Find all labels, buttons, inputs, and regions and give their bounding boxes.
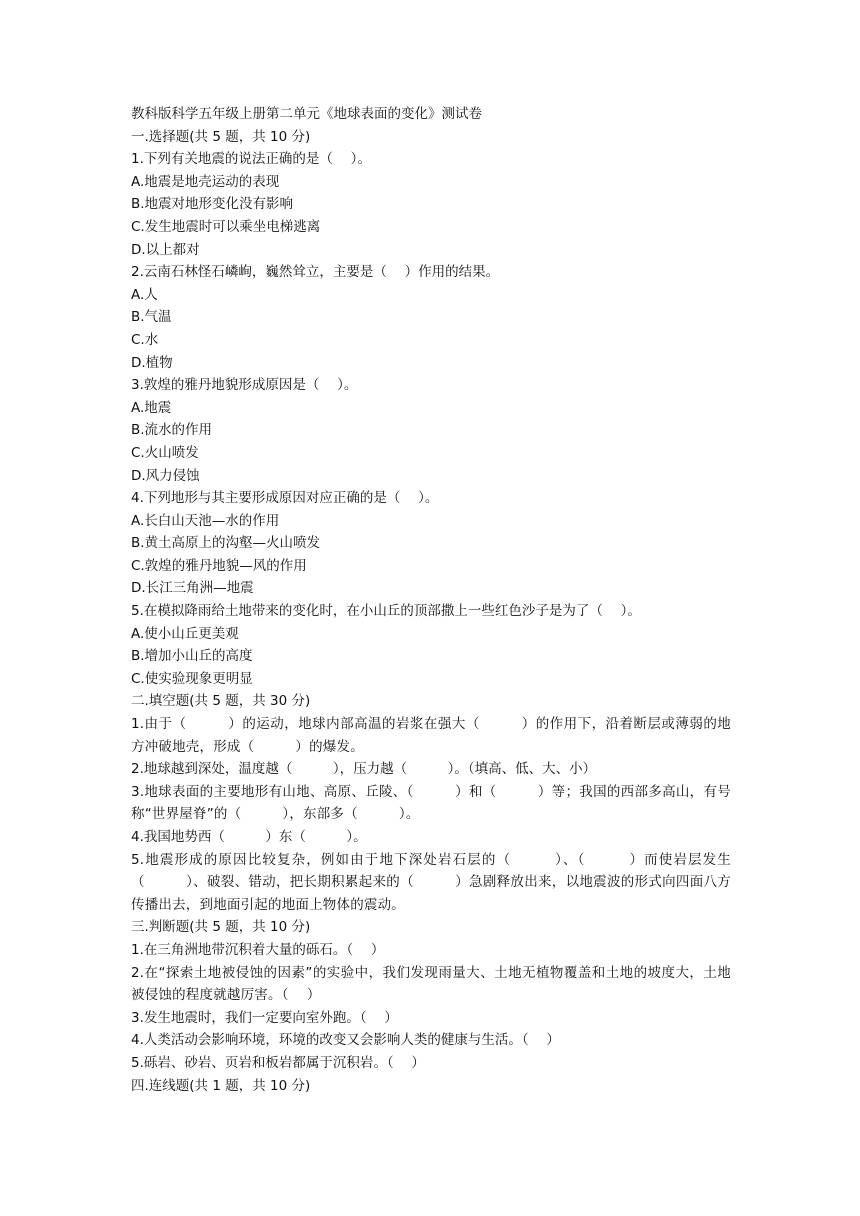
- question-line: 3.敦煌的雅丹地貌形成原因是（ ）。: [131, 377, 358, 394]
- option-line: B.增加小山丘的高度: [131, 648, 253, 665]
- section-heading-true-false: 三.判断题(共 5 题，共 10 分): [131, 919, 311, 936]
- question-line: 3.发生地震时，我们一定要向室外跑。（ ）: [131, 1009, 398, 1026]
- question-line: 1.由于（ ）的运动，地球内部高温的岩浆在强大（ ）的作用下，沿着断层或薄弱的地方冲破地壳，形成（ ）的爆发。: [131, 716, 731, 755]
- option-line: D.风力侵蚀: [131, 467, 200, 484]
- section-heading-fill-in: 二.填空题(共 5 题，共 30 分): [131, 693, 311, 710]
- option-line: C.火山喷发: [131, 444, 199, 461]
- option-line: D.长江三角洲—地震: [131, 580, 254, 597]
- option-line: A.人: [131, 286, 158, 303]
- option-line: C.使实验现象更明显: [131, 670, 253, 687]
- option-line: A.使小山丘更美观: [131, 625, 239, 642]
- section-heading-matching: 四.连线题(共 1 题，共 10 分): [131, 1077, 311, 1094]
- option-line: C.水: [131, 331, 159, 348]
- option-line: B.黄土高原上的沟壑—火山喷发: [131, 535, 321, 552]
- option-line: D.以上都对: [131, 241, 200, 258]
- question-line: 5.砾岩、砂岩、页岩和板岩都属于沉积岩。（ ）: [131, 1054, 425, 1071]
- option-line: A.长白山天池—水的作用: [131, 512, 280, 529]
- question-line: 4.下列地形与其主要形成原因对应正确的是（ ）。: [131, 490, 439, 507]
- option-line: A.地震: [131, 399, 172, 416]
- question-line: 2.地球越到深处，温度越（ ），压力越（ ）。（填高、低、大、小）: [131, 761, 597, 778]
- option-line: C.发生地震时可以乘坐电梯逃离: [131, 218, 321, 235]
- document-title: 教科版科学五年级上册第二单元《地球表面的变化》测试卷: [131, 106, 482, 122]
- option-line: B.气温: [131, 309, 172, 326]
- question-line: 2.云南石林怪石嶙峋，巍然耸立，主要是（ ）作用的结果。: [131, 264, 500, 281]
- question-line: 3.地球表面的主要地形有山地、高原、丘陵、（ ）和（ ）等；我国的西部多高山，有号称“世界屋脊”的（ ），东部多（ ）。: [131, 783, 731, 823]
- section-heading-multiple-choice: 一.选择题(共 5 题，共 10 分): [131, 128, 311, 145]
- option-line: B.地震对地形变化没有影响: [131, 196, 294, 213]
- question-line: 4.我国地势西（ ）东（ ）。: [131, 829, 367, 845]
- question-line: 2.在“探索土地被侵蚀的因素”的实验中，我们发现雨量大、土地无植物覆盖和土地的坡度大，土地被侵蚀的程度就越厉害。（ ）: [131, 964, 731, 1004]
- question-line: 4.人类活动会影响环境，环境的改变又会影响人类的健康与生活。（ ）: [131, 1032, 560, 1049]
- option-line: A.地震是地壳运动的表现: [131, 173, 280, 190]
- option-line: C.敦煌的雅丹地貌—风的作用: [131, 557, 307, 574]
- exam-paper: [131, 103, 731, 1097]
- question-line: 1.在三角洲地带沉积着大量的砾石。（ ）: [131, 941, 385, 958]
- option-line: B.流水的作用: [131, 422, 213, 439]
- question-line: 5.在模拟降雨给土地带来的变化时，在小山丘的顶部撒上一些红色沙子是为了（ ）。: [131, 603, 641, 620]
- question-line: 1.下列有关地震的说法正确的是（ ）。: [131, 151, 371, 168]
- question-line: 5.地震形成的原因比较复杂，例如由于地下深处岩石层的（ ）、（ ）而使岩层发生（ ）、破裂、错动，把长期积累起来的（ ）急剧释放出来，以地震波的形式向四面八方传播出去，到地面引起的地面上物体的震动。: [131, 851, 731, 913]
- option-line: D.植物: [131, 354, 173, 371]
